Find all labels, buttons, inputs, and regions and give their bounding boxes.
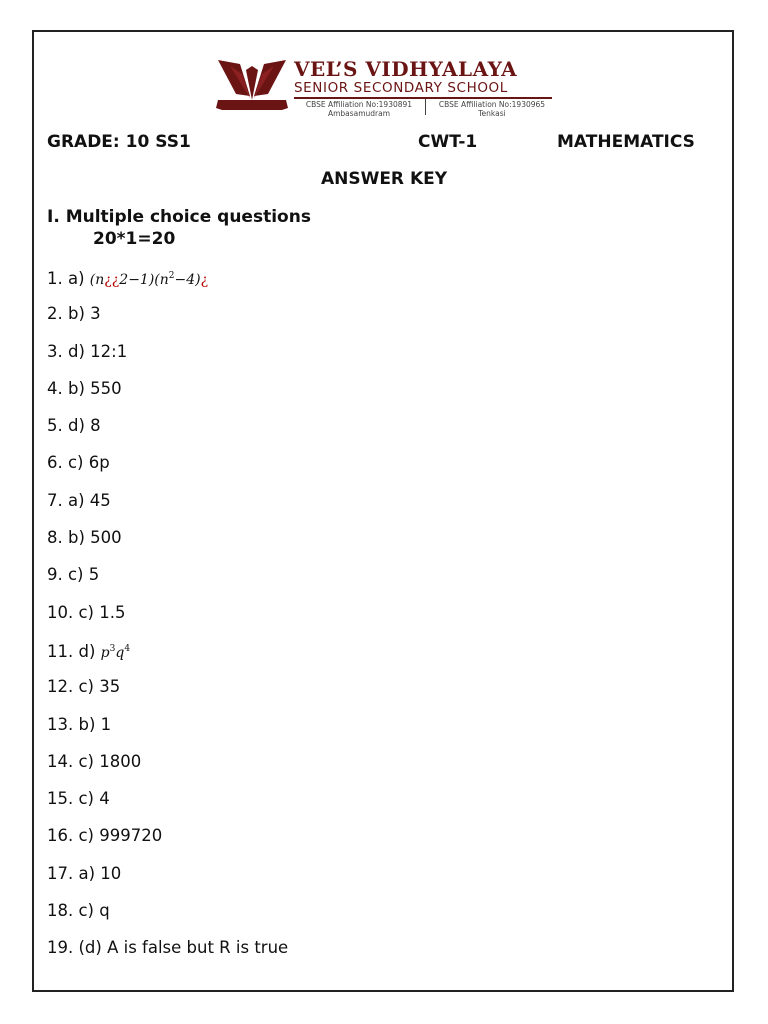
answer-item	[47, 631, 288, 668]
answer-list	[47, 258, 288, 967]
affiliation-1-number: CBSE Affiliation No:1930891	[305, 100, 413, 109]
answer-item	[47, 258, 288, 295]
answer-item: 5. d) 8	[47, 416, 101, 436]
answer-item: 2. b) 3	[47, 304, 101, 324]
math-base: p	[100, 644, 110, 661]
affiliation-1	[294, 100, 424, 118]
answer-item: 6. c) 6p	[47, 453, 110, 473]
math-error-glyph: ¿¿	[104, 272, 120, 288]
affiliation-2	[428, 100, 556, 118]
answer-item: 17. a) 10	[47, 863, 122, 883]
affiliation-2-number: CBSE Affiliation No:1930965	[438, 100, 546, 109]
affiliation-1-location: Ambasamudram	[327, 109, 391, 118]
school-emblem-icon	[216, 56, 288, 116]
math-part: 2−1)(n	[119, 272, 169, 288]
section-heading	[47, 206, 311, 250]
answer-prefix: 11. d)	[47, 641, 96, 661]
answer-item: 8. b) 500	[47, 528, 122, 548]
answer-item: 4. b) 550	[47, 378, 122, 398]
school-subtitle: SENIOR SECONDARY SCHOOL	[294, 80, 508, 96]
answer-item: 9. c) 5	[47, 565, 100, 585]
answer-item: 18. c) q	[47, 901, 110, 921]
math-exponent: 4	[124, 643, 131, 654]
affiliation-2-location: Tenkasi	[478, 109, 506, 118]
answer-prefix: 1. a)	[47, 269, 85, 288]
math-part: −4)	[174, 272, 201, 288]
answer-item: 10. c) 1.5	[47, 602, 126, 622]
answer-item: 12. c) 35	[47, 677, 121, 697]
answer-item: 13. b) 1	[47, 714, 112, 734]
answer-item: 16. c) 999720	[47, 826, 163, 846]
answer-item: 15. c) 4	[47, 789, 110, 809]
math-exponent: 2	[168, 271, 175, 281]
answer-math-expression	[90, 272, 208, 288]
affiliation-divider	[425, 99, 426, 115]
answer-item: 7. a) 45	[47, 490, 111, 510]
section-title: I. Multiple choice questions	[47, 207, 311, 227]
grade-label: GRADE: 10 SS1	[47, 132, 191, 152]
math-base: q	[115, 644, 125, 661]
math-error-glyph: ¿	[200, 272, 209, 288]
answer-math-expression	[101, 645, 130, 661]
page-title: ANSWER KEY	[320, 169, 448, 189]
school-logo	[216, 56, 556, 118]
subject-label: MATHEMATICS	[557, 132, 695, 152]
header-rule	[294, 97, 552, 99]
school-name: VEL’S VIDHYALAYA	[294, 57, 518, 81]
answer-item: 14. c) 1800	[47, 751, 142, 771]
answer-item: 19. (d) A is false but R is true	[47, 938, 289, 958]
math-part: (n	[89, 272, 105, 288]
answer-item: 3. d) 12:1	[47, 341, 128, 361]
math-exponent: 3	[109, 643, 116, 654]
test-label: CWT-1	[418, 132, 478, 152]
section-marks: 20*1=20	[93, 229, 176, 249]
